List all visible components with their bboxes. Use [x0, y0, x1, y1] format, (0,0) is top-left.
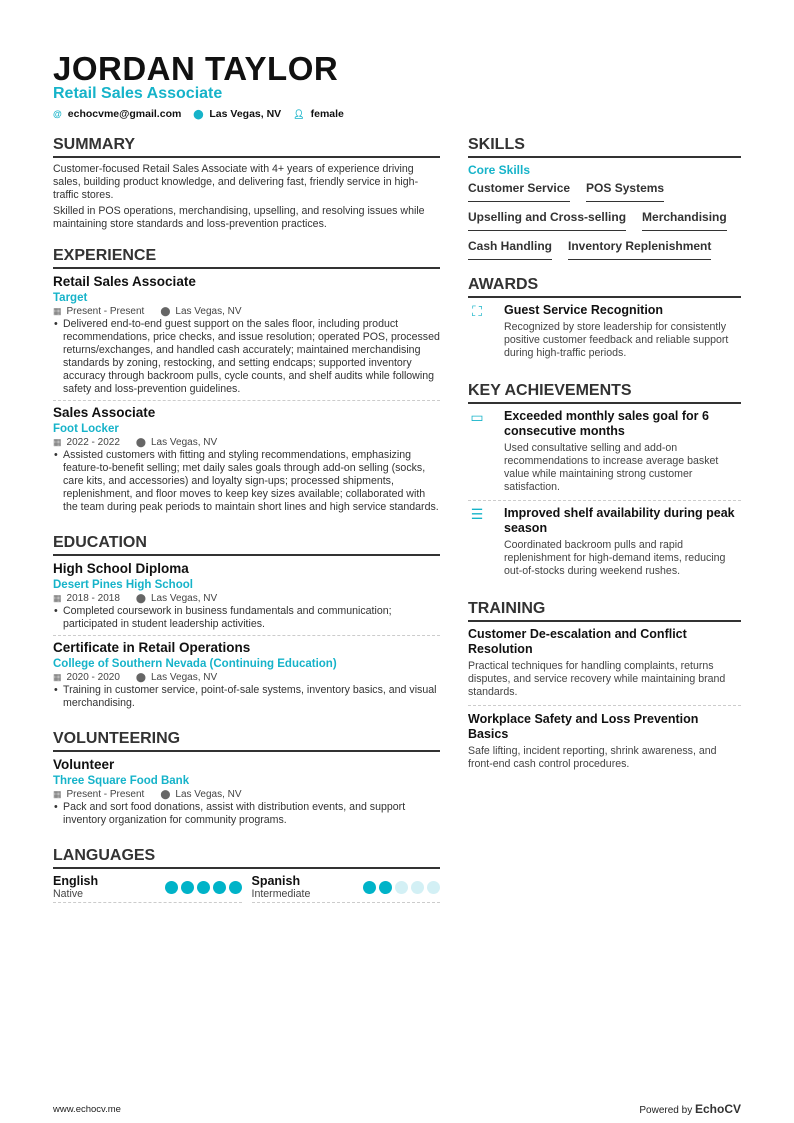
education-item: [53, 640, 440, 714]
education-section: [53, 534, 440, 714]
section-heading: KEY ACHIEVEMENTS: [468, 382, 741, 404]
item-dates: [53, 593, 120, 604]
proficiency-dots: [165, 874, 242, 900]
proficiency-dot: [411, 881, 424, 894]
item-meta: [53, 672, 440, 683]
footer-website[interactable]: www.echocv.me: [53, 1104, 121, 1115]
section-heading: EDUCATION: [53, 534, 440, 556]
achievements-title: Exceeded monthly sales goal for 6 consecutive months: [504, 409, 709, 438]
proficiency-dot: [229, 881, 242, 894]
right-column: [468, 136, 741, 793]
skill-group-title: Core Skills: [468, 163, 531, 177]
training-description: Safe lifting, incident reporting, shrink awareness, and front-end cash control procedures.: [468, 745, 717, 770]
dates-text: Present - Present: [66, 789, 145, 800]
language-item: [252, 874, 441, 903]
calendar-icon: ▦: [53, 789, 62, 799]
left-column: [53, 136, 440, 919]
section-heading: EXPERIENCE: [53, 247, 440, 269]
dates-text: Present - Present: [66, 306, 145, 317]
brand-logo: EchoCV: [694, 1102, 741, 1116]
item-location: [160, 789, 241, 800]
location-pin-icon: ⬤: [160, 306, 171, 316]
training-item: [468, 712, 741, 777]
achievements-description: Used consultative selling and add-on recommendations to increase average basket value while maintaining strong customer satisfaction.: [504, 442, 719, 493]
calendar-icon: ▦: [53, 593, 62, 603]
calendar-icon: ▦: [53, 306, 62, 316]
proficiency-dot: [197, 881, 210, 894]
footer-powered-by: Powered by EchoCV: [639, 1102, 741, 1116]
item-location: [136, 593, 217, 604]
education-list: [53, 561, 440, 714]
bullet-item: • Delivered end-to-end guest support on the sales floor, including product recommendations, price checks, and issue resolution; operated POS, processed returns/exchanges, and handled cash accurately; maintained merchandising standards by zoning, restocking, and setting endcaps; supported inventory accuracy through backroom pulls, cycle counts, and shelf audits while following safety and loss-prevention guidelines.: [53, 318, 440, 396]
proficiency-dot: [213, 881, 226, 894]
achievements-content: [504, 409, 741, 494]
location-text: Las Vegas, NV: [150, 593, 218, 604]
achievements-section: [468, 382, 741, 584]
item-title: Retail Sales Associate: [53, 274, 196, 289]
training-title: Workplace Safety and Loss Prevention Basics: [468, 712, 699, 741]
location-pin-icon: ⬤: [160, 789, 171, 799]
achievements-item: [468, 409, 741, 501]
section-heading: SUMMARY: [53, 136, 440, 158]
education-item: [53, 561, 440, 636]
item-meta: [53, 437, 440, 448]
item-organization: Three Square Food Bank: [53, 775, 190, 787]
experience-section: [53, 247, 440, 518]
person-icon: 👤︎: [293, 109, 305, 119]
language-item: [53, 874, 242, 903]
achievements-title: Improved shelf availability during peak season: [504, 506, 735, 535]
training-section: [468, 600, 741, 777]
location-contact: ⬤ Las Vegas, NV: [193, 108, 282, 120]
summary-text: Skilled in POS operations, merchandising, upselling, and resolving issues while maintaining store standards and loss-prevention practices.: [53, 205, 425, 230]
volunteering-list: [53, 757, 440, 831]
achievements-item: [468, 506, 741, 584]
email-contact[interactable]: @ echocvme@gmail.com: [53, 108, 182, 120]
dates-text: 2018 - 2018: [66, 593, 120, 604]
volunteering-item: [53, 757, 440, 831]
training-item: [468, 627, 741, 706]
experience-list: [53, 274, 440, 518]
item-meta: [53, 593, 440, 604]
item-meta: [53, 789, 440, 800]
at-icon: @: [53, 109, 62, 119]
achievements-description: Coordinated backroom pulls and rapid replenishment for high-demand items, reducing out-of-stocks during weekend rushes.: [504, 539, 726, 577]
skill-tag: Inventory Replenishment: [568, 237, 711, 260]
item-dates: [53, 437, 120, 448]
item-bullets: [53, 605, 440, 631]
proficiency-dot: [427, 881, 440, 894]
bullet-item: • Completed coursework in business fundamentals and communication; participated in student leadership activities.: [53, 605, 440, 631]
proficiency-dots: [363, 874, 440, 900]
proficiency-dot: [395, 881, 408, 894]
item-location: [136, 437, 217, 448]
section-heading: VOLUNTEERING: [53, 730, 440, 752]
skill-tag: Cash Handling: [468, 237, 552, 260]
achievements-list: [468, 409, 741, 584]
item-title: Volunteer: [53, 757, 115, 772]
proficiency-dot: [165, 881, 178, 894]
awards-content: [504, 303, 741, 360]
skill-tag: Upselling and Cross-selling: [468, 208, 626, 231]
training-title: Customer De-escalation and Conflict Resolution: [468, 627, 687, 656]
volunteering-section: [53, 730, 440, 831]
skills-list: [468, 179, 741, 260]
item-title: Sales Associate: [53, 405, 156, 420]
item-location: [136, 672, 217, 683]
language-name: English: [53, 874, 99, 888]
candidate-role: Retail Sales Associate: [53, 85, 223, 102]
item-dates: [53, 306, 144, 317]
item-organization: College of Southern Nevada (Continuing Education): [53, 658, 337, 670]
proficiency-dot: [363, 881, 376, 894]
calendar-icon: ▭: [470, 409, 484, 425]
item-organization: Desert Pines High School: [53, 579, 193, 591]
item-title: Certificate in Retail Operations: [53, 640, 251, 655]
item-bullets: [53, 684, 440, 710]
proficiency-dot: [181, 881, 194, 894]
item-bullets: [53, 449, 440, 514]
language-level: Native: [53, 888, 84, 900]
section-heading: AWARDS: [468, 276, 741, 298]
gender-contact: 👤︎ female: [293, 108, 344, 120]
item-title: High School Diploma: [53, 561, 189, 576]
location-pin-icon: ⬤: [135, 593, 146, 603]
awards-title: Guest Service Recognition: [504, 303, 664, 317]
languages-section: [53, 847, 440, 903]
experience-item: [53, 274, 440, 401]
item-organization: Foot Locker: [53, 423, 119, 435]
item-dates: [53, 672, 120, 683]
section-heading: SKILLS: [468, 136, 741, 158]
language-text: [53, 874, 98, 900]
dates-text: 2022 - 2022: [66, 437, 120, 448]
location-text: Las Vegas, NV: [150, 437, 218, 448]
languages-list: [53, 874, 440, 903]
item-bullets: [53, 801, 440, 827]
language-text: [252, 874, 311, 900]
award-icon: ⛶: [472, 303, 482, 319]
skills-section: [468, 136, 741, 260]
location-pin-icon: ⬤: [193, 109, 204, 119]
bullet-item: • Pack and sort food donations, assist with distribution events, and support inventory organization for community programs.: [53, 801, 440, 827]
bullet-item: • Assisted customers with fitting and styling recommendations, emphasizing feature-to-benefit selling; met daily sales goals through add-on selling (socks, care kits, and accessories) and loyalty sign-ups; processed shipments, replenishment, and floor moves to keep key sizes available; collaborated with the team during peak periods to maintain short lines and high service standards.: [53, 449, 440, 514]
awards-item: [468, 303, 741, 366]
item-meta: [53, 306, 440, 317]
skill-tag: Merchandising: [642, 208, 727, 231]
language-name: Spanish: [251, 874, 301, 888]
calendar-icon: ▦: [53, 437, 62, 447]
skill-tag: Customer Service: [468, 179, 570, 202]
section-heading: TRAINING: [468, 600, 741, 622]
contact-info: [53, 108, 344, 120]
list-icon: ☰: [470, 506, 484, 522]
proficiency-dot: [379, 881, 392, 894]
item-organization: Target: [53, 292, 88, 304]
summary-text: Customer-focused Retail Sales Associate with 4+ years of experience driving sales, building product knowledge, and delivering fast, friendly service in high-traffic stores.: [53, 163, 419, 201]
calendar-icon: ▦: [53, 672, 62, 682]
achievements-content: [504, 506, 741, 578]
skill-tag: POS Systems: [586, 179, 664, 202]
experience-item: [53, 405, 440, 518]
location-pin-icon: ⬤: [135, 437, 146, 447]
location-text: Las Vegas, NV: [175, 306, 242, 317]
language-level: Intermediate: [251, 888, 311, 900]
awards-list: [468, 303, 741, 366]
training-description: Practical techniques for handling complaints, returns disputes, and service recovery while maintaining brand standards.: [468, 660, 726, 698]
summary-section: [53, 136, 440, 231]
location-text: Las Vegas, NV: [150, 672, 218, 683]
awards-description: Recognized by store leadership for consistently positive customer feedback and reliable support during high-traffic periods.: [504, 321, 729, 359]
item-bullets: [53, 318, 440, 396]
candidate-name: JORDAN TAYLOR: [53, 50, 339, 87]
awards-section: [468, 276, 741, 366]
dates-text: 2020 - 2020: [66, 672, 120, 683]
section-heading: LANGUAGES: [53, 847, 440, 869]
location-text: Las Vegas, NV: [175, 789, 242, 800]
bullet-item: • Training in customer service, point-of-sale systems, inventory basics, and visual merchandising.: [53, 684, 440, 710]
location-pin-icon: ⬤: [135, 672, 146, 682]
item-location: [160, 306, 241, 317]
item-dates: [53, 789, 144, 800]
training-list: [468, 627, 741, 777]
